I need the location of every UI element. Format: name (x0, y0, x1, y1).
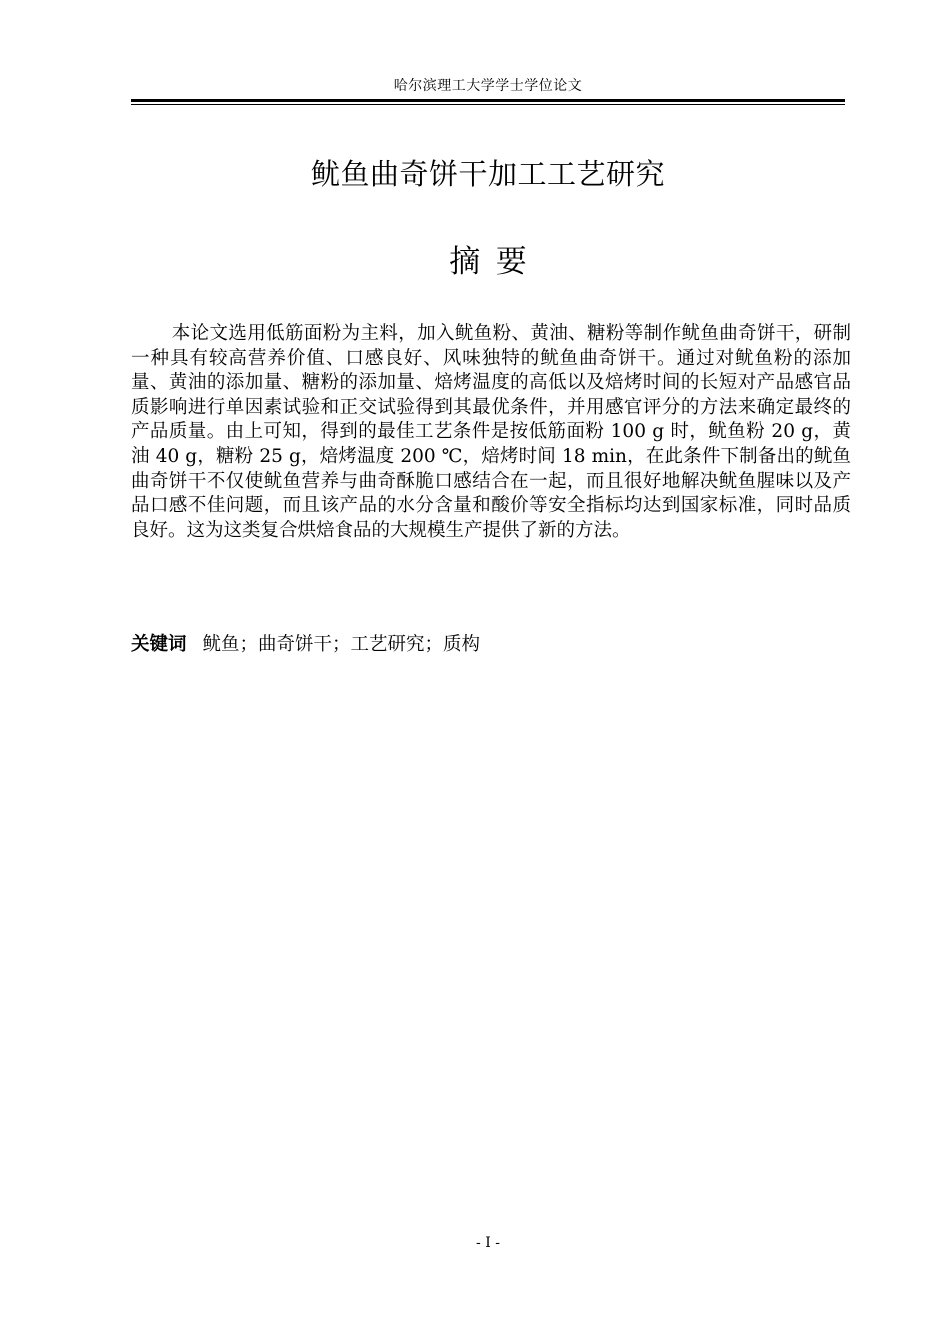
paper-title: 鱿鱼曲奇饼干加工工艺研究 (310, 157, 665, 191)
header-rule-thick (131, 99, 845, 102)
keywords-label: 关键词 (131, 634, 187, 655)
keywords-line (131, 632, 845, 658)
running-header: 哈尔滨理工大学学士学位论文 (393, 78, 583, 94)
abstract-heading: 摘要 (449, 244, 543, 280)
header-rule-thin (131, 104, 845, 105)
page-number: - I - (476, 1235, 500, 1251)
keywords-text: 鱿鱼；曲奇饼干；工艺研究；质构 (202, 634, 481, 655)
abstract-body: 本论文选用低筋面粉为主料，加入鱿鱼粉、黄油、糖粉等制作鱿鱼曲奇饼干，研制一种具有较高营养价值、口感良好、风味独特的鱿鱼曲奇饼干。通过对鱿鱼粉的添加量、黄油的添加量、糖粉的添加量、焙烤温度的高低以及焙烤时间的长短对产品感官品质影响进行单因素试验和正交试验得到其最优条件，并用感官评分的方法来确定最终的产品质量。由上可知，得到的最佳工艺条件是按低筋面粉 100 g 时，鱿鱼粉 20 g，黄油 40 g，糖粉 25 g，焙烤温度 200 ℃，焙烤时间 18 min，在此条件下制备出的鱿鱼曲奇饼干不仅使鱿鱼营养与曲奇酥脆口感结合在一起，而且很好地解决鱿鱼腥味以及产品口感不佳问题，而且该产品的水分含量和酸价等安全指标均达到国家标准，同时品质良好。这为这类复合烘焙食品的大规模生产提供了新的方法。 (131, 323, 851, 541)
header-rule (131, 99, 845, 106)
